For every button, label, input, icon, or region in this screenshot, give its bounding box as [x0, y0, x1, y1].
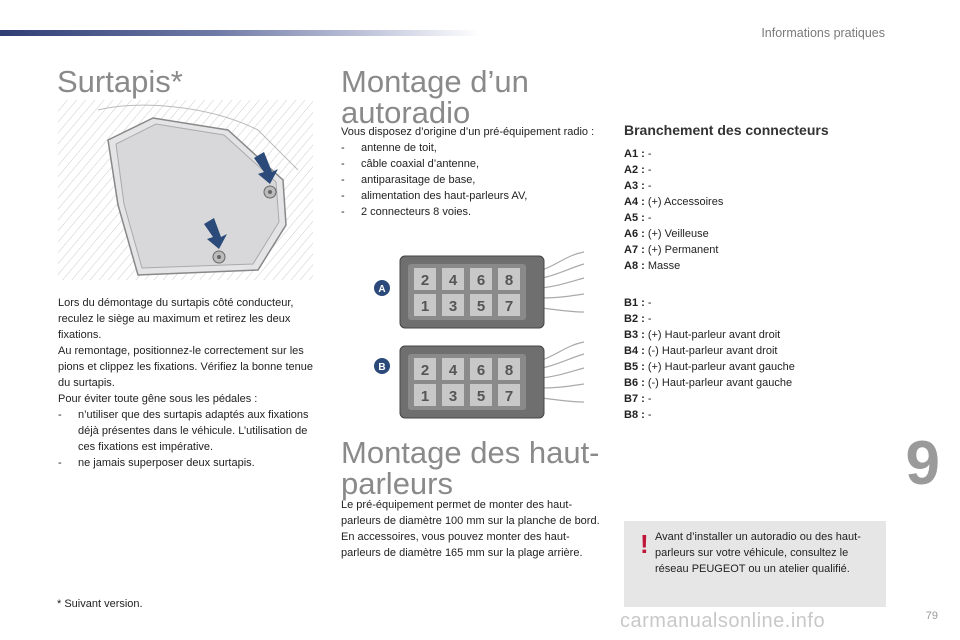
connectors-heading: Branchement des connecteurs [624, 122, 829, 138]
pin-label: 7 [504, 388, 514, 405]
pin-label: 6 [476, 272, 486, 289]
list-item: B8 : - [624, 409, 652, 421]
pin-label: 1 [420, 298, 430, 315]
warning-box [624, 521, 886, 607]
pin-label: 4 [448, 272, 458, 289]
list-item: - ne jamais superposer deux surtapis. [58, 457, 255, 469]
list-item: - n’utiliser que des surtapis adaptés aux fixations déjà présentes dans le véhicule. L’utilisation de ces fixations est impérative. [58, 409, 309, 453]
list-item: A7 : (+) Permanent [624, 244, 719, 256]
connector-a-badge: A [378, 284, 386, 295]
pin-label: 3 [448, 298, 458, 315]
pin-label: 4 [448, 362, 458, 379]
list-item: A1 : - [624, 148, 652, 160]
paragraph: En accessoires, vous pouvez monter des haut-parleurs de diamètre 165 mm sur la plage arrière. [341, 531, 583, 559]
chapter-number: 9 [905, 429, 940, 498]
paragraph: Le pré-équipement permet de monter des haut-parleurs de diamètre 100 mm sur la planche de bord. [341, 499, 600, 527]
paragraph: Vous disposez d’origine d’un pré-équipement radio : [341, 126, 595, 138]
pin-label: 7 [504, 298, 514, 315]
list-item: A3 : - [624, 180, 652, 192]
list-item: B7 : - [624, 393, 652, 405]
section-title: Informations pratiques [761, 26, 885, 40]
floor-mat-title: Surtapis* [57, 64, 183, 99]
connector-b-list [624, 295, 795, 423]
list-item: A5 : - [624, 212, 652, 224]
list-item: B1 : - [624, 297, 652, 309]
pin-label: 5 [476, 388, 486, 405]
warning-text: Avant d’installer un autoradio ou des haut-parleurs sur votre véhicule, consultez le réseau PEUGEOT ou un atelier qualifié. [655, 531, 861, 575]
list-item: A6 : (+) Veilleuse [624, 228, 709, 240]
pin-label: 1 [420, 388, 430, 405]
connector-a-list [624, 146, 723, 274]
paragraph: Au remontage, positionnez-le correctement sur les pions et clippez les fixations. Vérifiez la bonne tenue du surtapis. [58, 345, 313, 389]
list-item: - antiparasitage de base, [341, 174, 476, 186]
watermark: carmanualsonline.info [620, 610, 826, 632]
pin-label: 2 [420, 272, 430, 289]
list-item: A4 : (+) Accessoires [624, 196, 724, 208]
connectors-illustration [372, 250, 587, 420]
paragraph: Lors du démontage du surtapis côté conducteur, reculez le siège au maximum et retirez les deux fixations. [58, 297, 294, 341]
pin-label: 3 [448, 388, 458, 405]
floor-mat-illustration [58, 100, 313, 280]
list-item: A8 : Masse [624, 260, 681, 272]
exclamation-icon: ! [640, 529, 649, 559]
speakers-text [341, 497, 603, 561]
speakers-title: Montage des haut-parleurs [341, 435, 600, 501]
paragraph: Pour éviter toute gêne sous les pédales : [58, 393, 258, 405]
radio-text [341, 124, 596, 220]
list-item: - alimentation des haut-parleurs AV, [341, 190, 528, 202]
floor-mat-text [58, 295, 316, 471]
list-item: A2 : - [624, 164, 652, 176]
pin-label: 2 [420, 362, 430, 379]
list-item: - câble coaxial d’antenne, [341, 158, 480, 170]
list-item: - 2 connecteurs 8 voies. [341, 206, 472, 218]
list-item: - antenne de toit, [341, 142, 437, 154]
list-item: B6 : (-) Haut-parleur avant gauche [624, 377, 793, 389]
list-item: B3 : (+) Haut-parleur avant droit [624, 329, 781, 341]
page-number: 79 [925, 610, 938, 622]
list-item: B4 : (-) Haut-parleur avant droit [624, 345, 778, 357]
footnote: * Suivant version. [57, 598, 143, 610]
list-item: B5 : (+) Haut-parleur avant gauche [624, 361, 795, 373]
pin-label: 8 [504, 362, 514, 379]
list-item: B2 : - [624, 313, 652, 325]
header-bar [0, 30, 480, 36]
radio-title: Montage d’un autoradio [341, 64, 529, 130]
pin-label: 6 [476, 362, 486, 379]
connector-b-badge: B [378, 362, 386, 373]
pin-label: 5 [476, 298, 486, 315]
pin-label: 8 [504, 272, 514, 289]
